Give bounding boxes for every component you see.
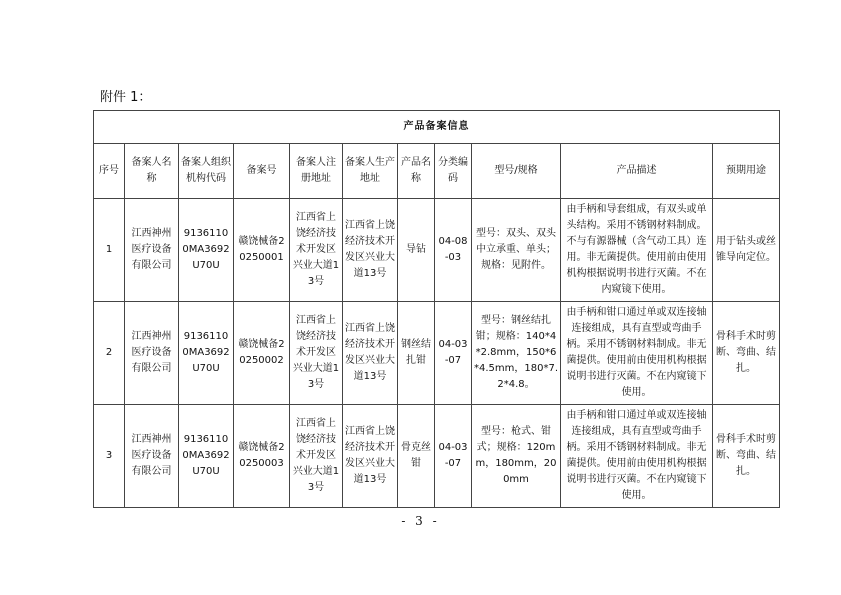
- table-row: [94, 199, 780, 302]
- product-name-cell: 骨克丝钳: [398, 405, 435, 508]
- filer-name-cell: 江西神州医疗设备有限公司: [125, 199, 179, 302]
- attachment-label: 附件 1：: [100, 90, 152, 105]
- header-cell: 备案人生产地址: [343, 144, 398, 199]
- seq-cell: 1: [94, 199, 125, 302]
- class-code-cell: 04-03-07: [435, 302, 472, 405]
- record-no-cell: 赣饶械备20250002: [234, 302, 290, 405]
- header-cell: 备案人组织机构代码: [179, 144, 234, 199]
- table-row: [94, 302, 780, 405]
- header-cell: 备案人名称: [125, 144, 179, 199]
- product-name-cell: 钢丝结扎钳: [398, 302, 435, 405]
- table-row: [94, 405, 780, 508]
- header-cell: 预期用途: [713, 144, 780, 199]
- header-cell: 产品描述: [561, 144, 713, 199]
- org-code-cell: 91361100MA3692U70U: [179, 405, 234, 508]
- model-spec-cell: 型号：双头、双头中立承重、单头；规格：见附件。: [472, 199, 561, 302]
- org-code-cell: 91361100MA3692U70U: [179, 302, 234, 405]
- product-name-cell: 导钻: [398, 199, 435, 302]
- class-code-cell: 04-08-03: [435, 199, 472, 302]
- record-no-cell: 赣饶械备20250003: [234, 405, 290, 508]
- prod-address-cell: 江西省上饶经济技术开发区兴业大道13号: [343, 405, 398, 508]
- header-cell: 产品名称: [398, 144, 435, 199]
- table-header-row: [94, 144, 780, 199]
- model-spec-cell: 型号：钢丝结扎钳；规格：140*4*2.8mm，150*6*4.5mm，180*7.2*4.8。: [472, 302, 561, 405]
- prod-address-cell: 江西省上饶经济技术开发区兴业大道13号: [343, 199, 398, 302]
- table-title-row: [94, 111, 780, 144]
- record-no-cell: 赣饶械备20250001: [234, 199, 290, 302]
- filer-name-cell: 江西神州医疗设备有限公司: [125, 405, 179, 508]
- seq-cell: 2: [94, 302, 125, 405]
- header-cell: 备案号: [234, 144, 290, 199]
- description-cell: 由手柄和导套组成，有双头或单头结构。采用不锈钢材料制成。不与有源器械（含气动工具）连用。非无菌提供。使用前由使用机构根据说明书进行灭菌。不在内窥镜下使用。: [561, 199, 713, 302]
- page-number: - 3 -: [401, 514, 440, 528]
- intended-use-cell: 骨科手术时剪断、弯曲、结扎。: [713, 302, 780, 405]
- seq-cell: 3: [94, 405, 125, 508]
- reg-address-cell: 江西省上饶经济技术开发区兴业大道13号: [290, 405, 343, 508]
- description-cell: 由手柄和钳口通过单或双连接轴连接组成，具有直型或弯曲手柄。采用不锈钢材料制成。非无菌提供。使用前由使用机构根据说明书进行灭菌。不在内窥镜下使用。: [561, 405, 713, 508]
- intended-use-cell: 用于钻头或丝锥导向定位。: [713, 199, 780, 302]
- description-cell: 由手柄和钳口通过单或双连接轴连接组成，具有直型或弯曲手柄。采用不锈钢材料制成。非无菌提供。使用前由使用机构根据说明书进行灭菌。不在内窥镜下使用。: [561, 302, 713, 405]
- intended-use-cell: 骨科手术时剪断、弯曲、结扎。: [713, 405, 780, 508]
- table-title: 产品备案信息: [94, 111, 780, 144]
- model-spec-cell: 型号：枪式、钳式；规格：120mm，180mm，200mm: [472, 405, 561, 508]
- reg-address-cell: 江西省上饶经济技术开发区兴业大道13号: [290, 199, 343, 302]
- product-filing-table: [93, 110, 780, 508]
- header-cell: 序号: [94, 144, 125, 199]
- header-cell: 型号/规格: [472, 144, 561, 199]
- header-cell: 分类编码: [435, 144, 472, 199]
- header-cell: 备案人注册地址: [290, 144, 343, 199]
- org-code-cell: 91361100MA3692U70U: [179, 199, 234, 302]
- prod-address-cell: 江西省上饶经济技术开发区兴业大道13号: [343, 302, 398, 405]
- class-code-cell: 04-03-07: [435, 405, 472, 508]
- filer-name-cell: 江西神州医疗设备有限公司: [125, 302, 179, 405]
- reg-address-cell: 江西省上饶经济技术开发区兴业大道13号: [290, 302, 343, 405]
